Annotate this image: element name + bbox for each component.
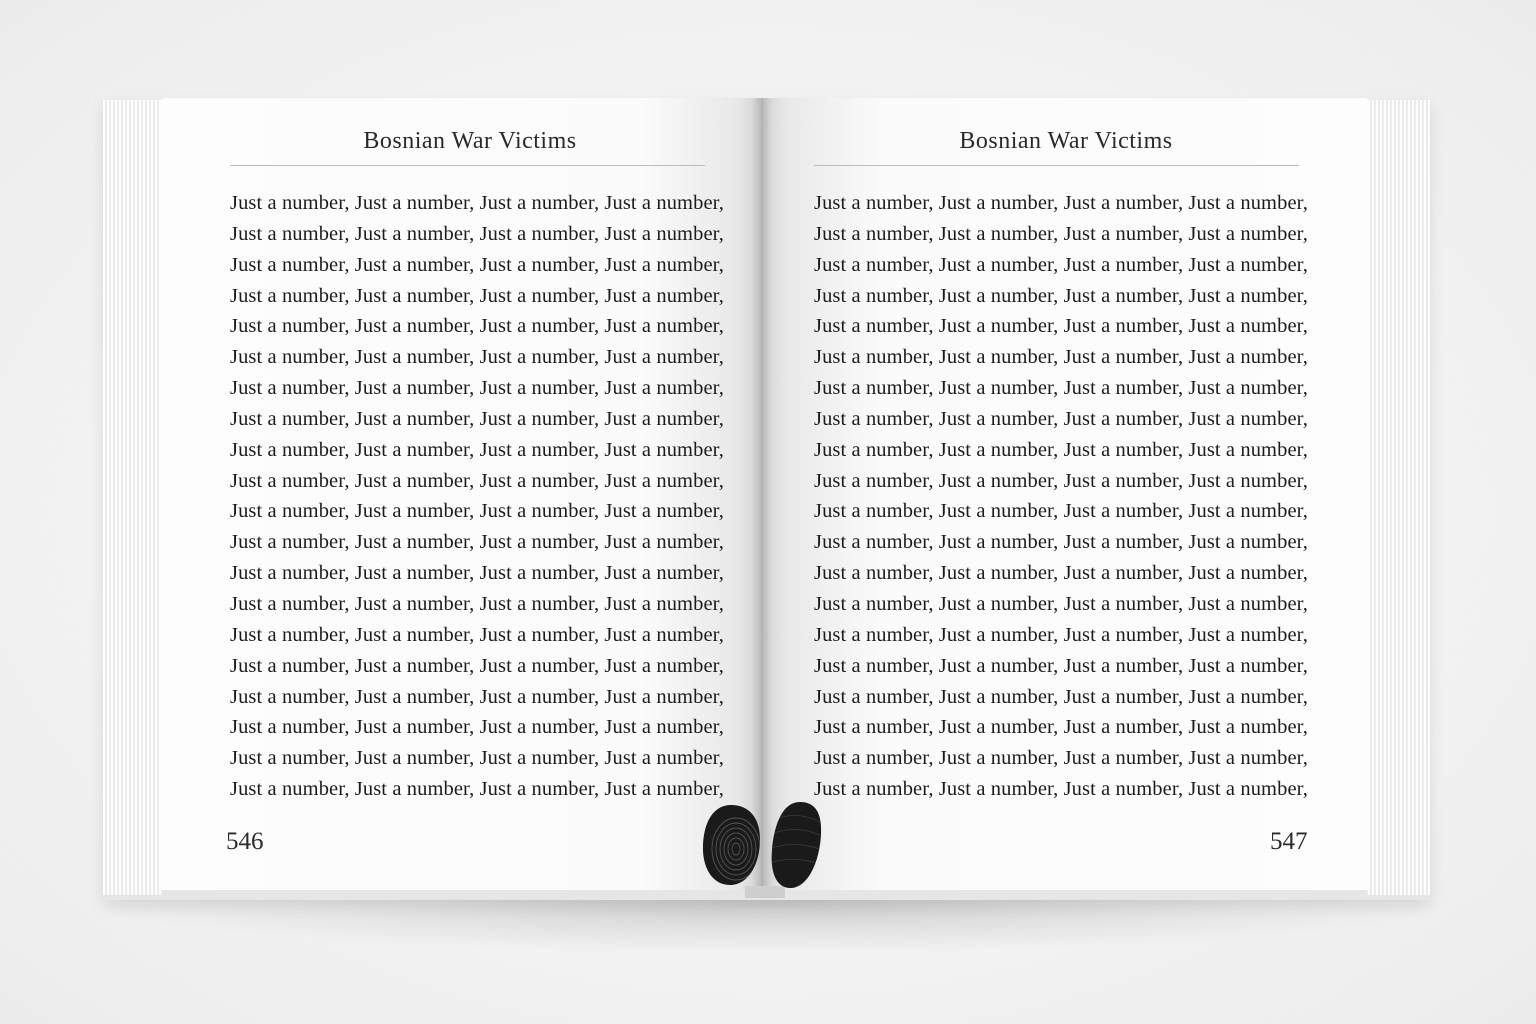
left-text-line: Just a number, Just a number, Just a number, Just a number,	[230, 778, 724, 801]
right-text-line: Just a number, Just a number, Just a number, Just a number,	[814, 500, 1308, 523]
right-text-line: Just a number, Just a number, Just a number, Just a number,	[814, 685, 1308, 708]
left-page	[160, 98, 762, 890]
left-text-line: Just a number, Just a number, Just a number, Just a number,	[230, 500, 724, 523]
left-text-line: Just a number, Just a number, Just a number, Just a number,	[230, 562, 724, 585]
right-text-line: Just a number, Just a number, Just a number, Just a number,	[814, 315, 1308, 338]
left-text-line: Just a number, Just a number, Just a number, Just a number,	[230, 623, 724, 646]
left-text-line: Just a number, Just a number, Just a number, Just a number,	[230, 592, 724, 615]
right-text-line: Just a number, Just a number, Just a number, Just a number,	[814, 284, 1308, 307]
right-text-line: Just a number, Just a number, Just a number, Just a number,	[814, 346, 1308, 369]
right-text-line: Just a number, Just a number, Just a number, Just a number,	[814, 716, 1308, 739]
left-text-line: Just a number, Just a number, Just a number, Just a number,	[230, 685, 724, 708]
left-text-line: Just a number, Just a number, Just a number, Just a number,	[230, 438, 724, 461]
page-edges-left	[103, 100, 163, 895]
right-text-line: Just a number, Just a number, Just a number, Just a number,	[814, 469, 1308, 492]
book-gutter	[752, 98, 772, 890]
right-body-text	[814, 188, 1324, 805]
left-text-line: Just a number, Just a number, Just a number, Just a number,	[230, 284, 724, 307]
right-text-line: Just a number, Just a number, Just a number, Just a number,	[814, 747, 1308, 770]
left-text-line: Just a number, Just a number, Just a number, Just a number,	[230, 315, 724, 338]
right-text-line: Just a number, Just a number, Just a number, Just a number,	[814, 778, 1308, 801]
left-text-line: Just a number, Just a number, Just a number, Just a number,	[230, 469, 724, 492]
left-text-line: Just a number, Just a number, Just a number, Just a number,	[230, 716, 724, 739]
left-text-line: Just a number, Just a number, Just a number, Just a number,	[230, 377, 724, 400]
left-header-rule	[230, 165, 705, 166]
right-page	[762, 98, 1370, 890]
left-text-line: Just a number, Just a number, Just a number, Just a number,	[230, 222, 724, 245]
right-header-rule	[814, 165, 1299, 166]
left-text-line: Just a number, Just a number, Just a number, Just a number,	[230, 346, 724, 369]
left-page-number: 546	[226, 828, 264, 855]
left-body-text	[230, 188, 740, 805]
right-text-line: Just a number, Just a number, Just a number, Just a number,	[814, 192, 1308, 214]
right-text-line: Just a number, Just a number, Just a number, Just a number,	[814, 377, 1308, 400]
left-text-line: Just a number, Just a number, Just a number, Just a number,	[230, 407, 724, 430]
right-text-line: Just a number, Just a number, Just a number, Just a number,	[814, 623, 1308, 646]
right-text-line: Just a number, Just a number, Just a number, Just a number,	[814, 222, 1308, 245]
right-text-line: Just a number, Just a number, Just a number, Just a number,	[814, 407, 1308, 430]
right-text-line: Just a number, Just a number, Just a number, Just a number,	[814, 438, 1308, 461]
right-text-line: Just a number, Just a number, Just a number, Just a number,	[814, 253, 1308, 276]
left-text-line: Just a number, Just a number, Just a number, Just a number,	[230, 654, 724, 677]
left-running-title: Bosnian War Victims	[363, 128, 577, 154]
left-text-line: Just a number, Just a number, Just a number, Just a number,	[230, 531, 724, 554]
right-running-title: Bosnian War Victims	[959, 128, 1173, 154]
page-edges-right	[1366, 100, 1430, 895]
ink-thumbprint-icon	[700, 803, 762, 887]
right-text-line: Just a number, Just a number, Just a number, Just a number,	[814, 592, 1308, 615]
ink-thumbprint-icon	[766, 800, 824, 890]
left-text-line: Just a number, Just a number, Just a number, Just a number,	[230, 192, 724, 214]
left-text-line: Just a number, Just a number, Just a number, Just a number,	[230, 747, 724, 770]
right-page-number: 547	[1270, 828, 1308, 855]
left-text-line: Just a number, Just a number, Just a number, Just a number,	[230, 253, 724, 276]
right-text-line: Just a number, Just a number, Just a number, Just a number,	[814, 562, 1308, 585]
right-text-line: Just a number, Just a number, Just a number, Just a number,	[814, 531, 1308, 554]
right-text-line: Just a number, Just a number, Just a number, Just a number,	[814, 654, 1308, 677]
